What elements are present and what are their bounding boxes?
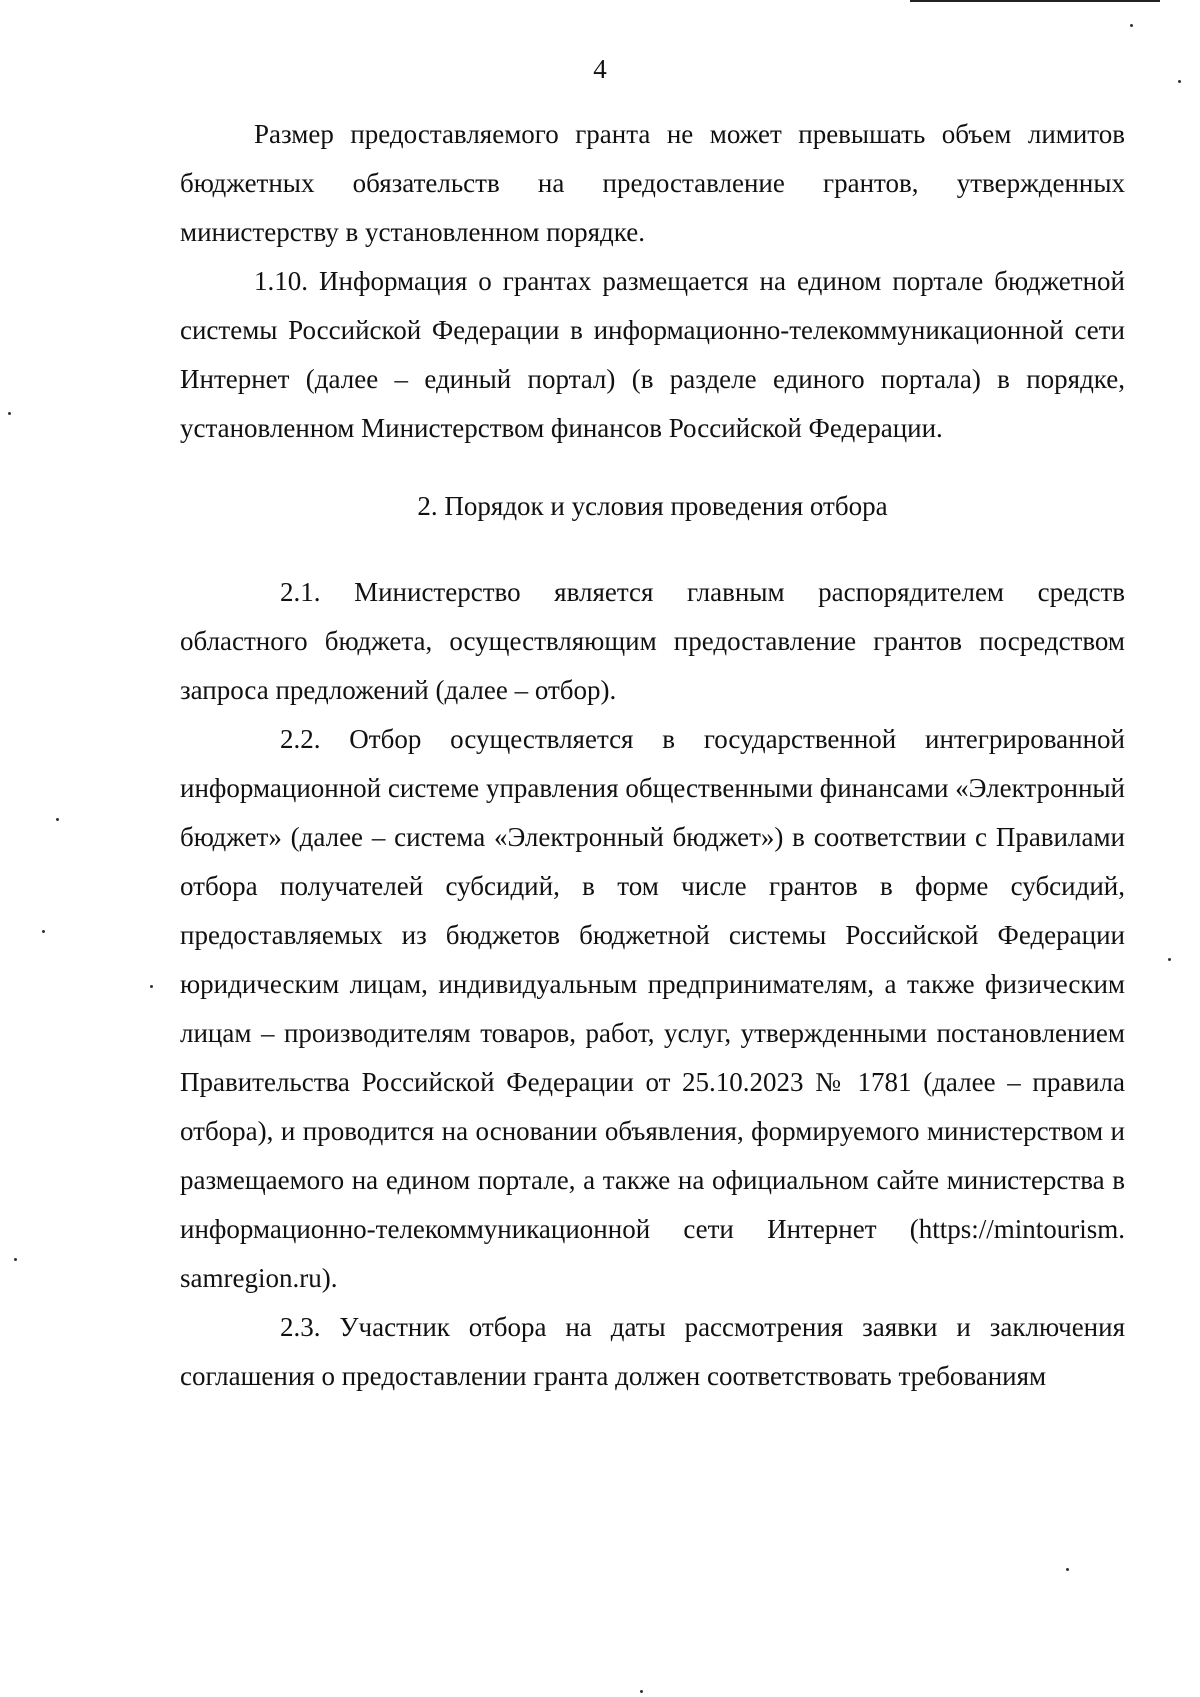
top-rule — [910, 0, 1160, 2]
scan-speck — [56, 818, 59, 821]
paragraph-2-3: 2.3. Участник отбора на даты рассмотрения заявки и заключения соглашения о предоставлении гранта должен соответствовать требованиям — [180, 1312, 1125, 1391]
paragraph-2-1: 2.1. Министерство является главным распорядителем средств областного бюджета, осуществляющим предоставление грантов посредством запроса предложений (далее – отбор). — [180, 577, 1125, 705]
scan-speck — [1066, 1568, 1069, 1571]
scan-speck — [8, 412, 11, 415]
section-heading: 2. Порядок и условия проведения отбора — [417, 491, 888, 521]
scan-speck — [150, 985, 153, 988]
paragraph-1-10: 1.10. Информация о грантах размещается на едином портале бюджетной системы Российской Федерации в информационно-телекоммуникационной сети Интернет (далее – единый портал) (в разделе единого портала) в порядке, установленном Министерством финансов Российской Федерации. — [180, 266, 1125, 443]
document-body — [180, 110, 1125, 1401]
scan-speck — [1168, 958, 1171, 961]
scan-speck — [42, 930, 45, 933]
scan-speck — [1130, 24, 1133, 27]
scan-speck — [1178, 80, 1181, 83]
paragraph-2-2: 2.2. Отбор осуществляется в государственной интегрированной информационной системе управления общественными финансами «Электронный бюджет» (далее – система «Электронный бюджет») в соответствии с Правилами отбора получателей субсидий, в том числе грантов в форме субсидий, предоставляемых из бюджетов бюджетной системы Российской Федерации юридическим лицам, индивидуальным предпринимателям, а также физическим лицам – производителям товаров, работ, услуг, утвержденными постановлением Правительства Российской Федерации от 25.10.2023 № 1781 (далее – правила отбора), и проводится на основании объявления, формируемого министерством и размещаемого на едином портале, а также на официальном сайте министерства в информационно-телекоммуникационной сети Интернет (https://mintourism. samregion.ru). — [180, 724, 1125, 1293]
page-number: 4 — [593, 54, 607, 84]
paragraph-grant-limit: Размер предоставляемого гранта не может превышать объем лимитов бюджетных обязательств на предоставление грантов, утвержденных министерству в установленном порядке. — [180, 119, 1125, 247]
scan-speck — [14, 1258, 17, 1261]
scan-speck — [640, 1690, 643, 1693]
